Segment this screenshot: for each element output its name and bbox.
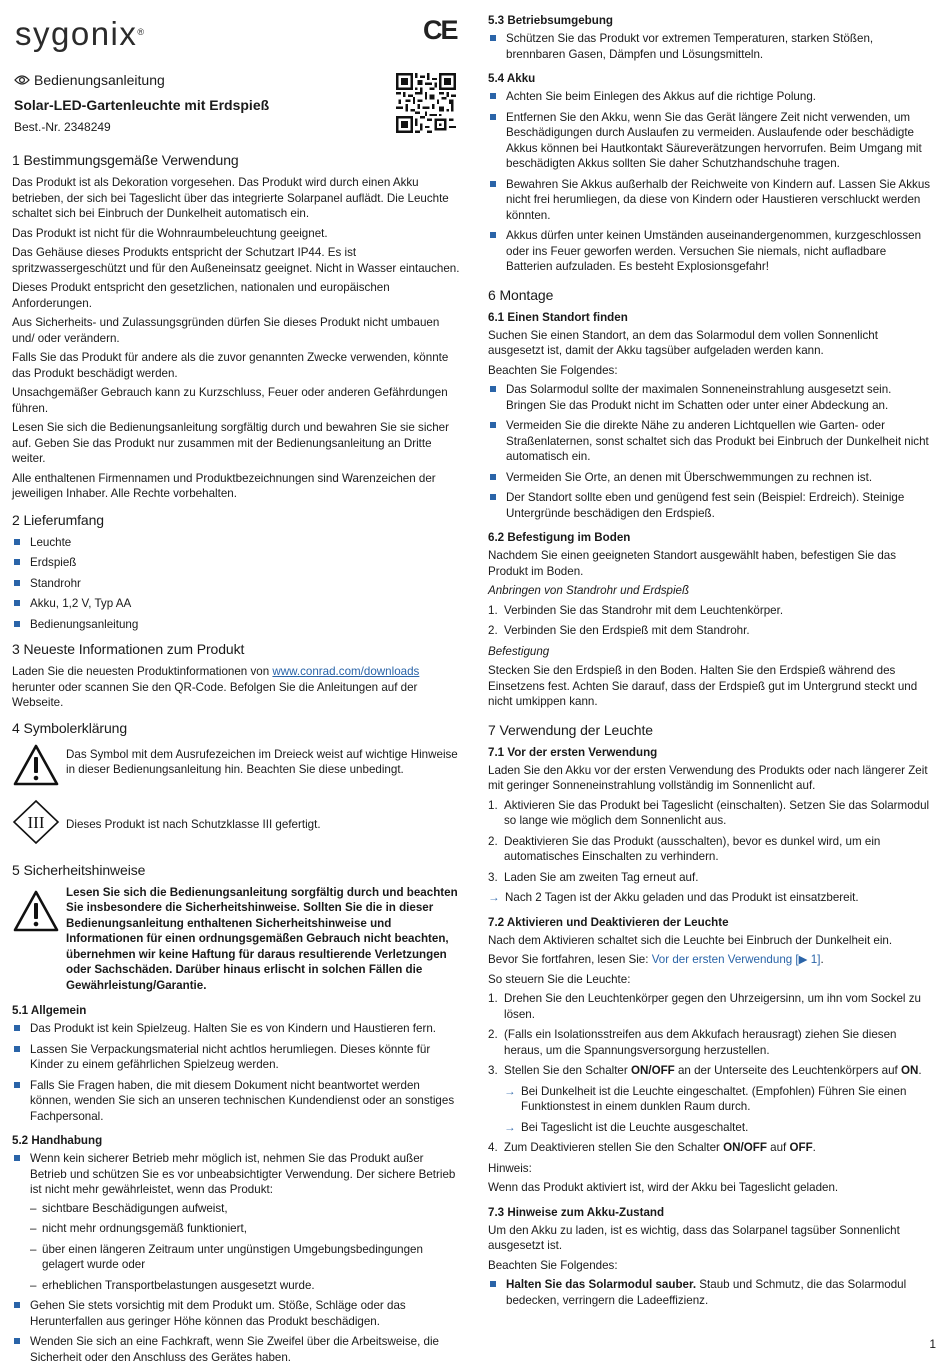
section-1 — [12, 152, 460, 502]
protection-class-label: III — [27, 813, 45, 832]
note-text: Wenn das Produkt aktiviert ist, wird der Akku bei Tageslicht geladen. — [488, 1181, 839, 1194]
s73-paragraph: Um den Akku zu laden, ist es wichtig, dass das Solarpanel tagsüber Sonnenlicht ausgesetzt ist. — [488, 1223, 900, 1252]
list-item: Wenn kein sicherer Betrieb mehr möglich ist, nehmen Sie das Produkt außer Betrieb und schützen Sie es vor unbeabsichtigter Verwendung. Der sichere Betrieb ist nicht mehr gewährleistet, wenn das Produkt: – sichtbare Beschädigungen aufweist, – nicht mehr ordnungsgemäß funktioniert, – über einen längeren Zeitraum unter ungünstigen Umgebungsbedingungen gelagert wurde oder – erheblichen Transportbelastungen ausgesetzt wurde. — [12, 1151, 460, 1293]
s71-steps — [488, 798, 933, 886]
list-item: Das Produkt ist kein Spielzeug. Halten Sie es von Kindern und Haustieren fern. — [12, 1021, 460, 1037]
list-item: Standrohr — [12, 576, 460, 592]
s1-paragraph: Das Produkt ist als Dekoration vorgesehen. Das Produkt wird durch einen Akku betrieben, der sich bei Tageslicht über das integrierte Solarpanel auflädt. Die Leuchte schaltet sich bei Einbruch der Dunkelheit automatisch ein. — [12, 176, 449, 220]
step-item: 1. Verbinden Sie das Standrohr mit dem Leuchtenkörper. — [488, 603, 784, 617]
list-item: Das Solarmodul sollte der maximalen Sonneneinstrahlung ausgesetzt sein. Bringen Sie das Produkt nicht im Schatten oder unter einer Abdeckung an. — [488, 382, 933, 413]
s1-paragraph: Das Produkt ist nicht für die Wohnraumbeleuchtung geeignet. — [12, 226, 328, 240]
section-3 — [12, 641, 460, 711]
qr-code — [396, 73, 456, 133]
dash-item: – sichtbare Beschädigungen aufweist, — [30, 1201, 460, 1217]
list-item: Halten Sie das Solarmodul sauber. Staub und Schmutz, die das Solarmodul bedecken, verringern die Ladeeffizienz. — [488, 1277, 933, 1308]
page-number: 1 — [929, 1336, 936, 1351]
s1-paragraph: Aus Sicherheits- und Zulassungsgründen dürfen Sie dieses Produkt nicht umbauen und/ oder verändern. — [12, 316, 440, 345]
note-label: Hinweis: — [488, 1161, 532, 1175]
step-result: → Bei Tageslicht ist die Leuchte ausgeschaltet. — [504, 1120, 933, 1136]
s72-paragraph: Bevor Sie fortfahren, lesen Sie: Vor der ersten Verwendung [▶ 1]. — [488, 953, 824, 966]
s62-paragraph: Nachdem Sie einen geeigneten Standort ausgewählt haben, befestigen Sie das Produkt im Boden. — [488, 549, 897, 578]
s62-subheading: Anbringen von Standrohr und Erdspieß — [488, 584, 690, 597]
ce-mark: CE — [423, 15, 457, 45]
s1-paragraph: Unsachgemäßer Gebrauch kann zu Kurzschluss, Feuer oder anderen Gefährdungen führen. — [12, 386, 448, 415]
doc-type-row — [14, 71, 165, 89]
section-6 — [488, 287, 933, 710]
step-item: 3. Laden Sie am zweiten Tag erneut auf. — [488, 870, 699, 884]
dash-item: – erheblichen Transportbelastungen ausgesetzt wurde. — [30, 1278, 460, 1294]
s1-paragraph: Dieses Produkt entspricht den gesetzlichen, nationalen und europäischen Anforderungen. — [12, 281, 390, 310]
list-item: Erdspieß — [12, 555, 460, 571]
step-item: 3. Stellen Sie den Schalter ON/OFF an der Unterseite des Leuchtenkörpers auf ON. → Bei Dunkelheit ist die Leuchte eingeschaltet. (Empfohlen) Führen Sie einen Funktionstest in einem dunklen Raum durch. → Bei Tageslicht ist die Leuchte ausgeschaltet. — [488, 1063, 933, 1135]
section-4-title: 4 Symbolerklärung — [12, 719, 128, 736]
s51-list — [12, 1021, 460, 1124]
symbol-class-row — [12, 799, 460, 850]
list-item: Wenden Sie sich an eine Fachkraft, wenn Sie Zweifel über die Arbeitsweise, die Sicherheit oder den Anschluss des Gerätes haben. — [12, 1334, 460, 1365]
step-item: 2. Verbinden Sie den Erdspieß mit dem Standrohr. — [488, 624, 750, 637]
cross-reference-link[interactable]: Vor der ersten Verwendung [▶ 1] — [651, 953, 821, 966]
s53-list — [488, 31, 933, 62]
s54-list — [488, 89, 933, 275]
s71-result: → Nach 2 Tagen ist der Akku geladen und das Produkt ist einsatzbereit. — [488, 890, 933, 906]
warning-triangle-icon — [12, 889, 60, 933]
s62-paragraph: Stecken Sie den Erdspieß in den Boden. Halten Sie den Erdspieß während des Einsetzens fest. Achten Sie darauf, dass der Erdspieß gut im Untergrund steckt und nicht umkippen kann. — [488, 664, 918, 708]
section-4 — [12, 720, 460, 850]
list-item: Schützen Sie das Produkt vor extremen Temperaturen, starken Stößen, brennbaren Gasen, Dämpfen und Lösungsmitteln. — [488, 31, 933, 62]
section-6-title: 6 Montage — [488, 286, 554, 303]
s53-title: 5.3 Betriebsumgebung — [488, 14, 613, 27]
order-number: Best.-Nr. 2348249 — [14, 120, 111, 134]
section-7 — [488, 722, 933, 1309]
symbol-warning-row — [12, 743, 460, 792]
list-item: Leuchte — [12, 535, 460, 551]
doc-type: Bedienungsanleitung — [34, 72, 165, 88]
s72-title: 7.2 Aktivieren und Deaktivieren der Leuchte — [488, 915, 729, 929]
eye-icon — [14, 74, 30, 86]
list-item: Falls Sie Fragen haben, die mit diesem Dokument nicht beantwortet werden können, wenden Sie sich an unseren technischen Kundendienst oder an sonstiges Fachpersonal. — [12, 1078, 460, 1125]
step-result: → Bei Dunkelheit ist die Leuchte eingeschaltet. (Empfohlen) Führen Sie einen Funktionstest in einem dunklen Raum durch. — [504, 1084, 933, 1115]
delivery-list — [12, 535, 460, 633]
section-3-title: 3 Neueste Informationen zum Produkt — [12, 641, 245, 657]
step-item: 2. (Falls ein Isolationsstreifen aus dem Akkufach herausragt) ziehen Sie diesen heraus, um die Spannungsversorgung herzustellen. — [488, 1028, 897, 1057]
step-item: 4. Zum Deaktivieren stellen Sie den Schalter ON/OFF auf OFF. — [488, 1141, 816, 1154]
s73-paragraph: Beachten Sie Folgendes: — [488, 1258, 618, 1272]
s1-paragraph: Falls Sie das Produkt für andere als die zuvor genannten Zwecke verwenden, könnte das Produkt beschädigt werden. — [12, 351, 449, 380]
s52-dash-list — [30, 1201, 460, 1294]
s61-title: 6.1 Einen Standort finden — [488, 310, 628, 324]
s61-paragraph: Beachten Sie Folgendes: — [488, 363, 618, 377]
s71-paragraph: Laden Sie den Akku vor der ersten Verwendung des Produkts oder nach längerer Zeit mit geringer Sonneneinstrahlung vollständig im Sonnenlicht auf. — [488, 763, 928, 792]
s72-paragraph: Nach dem Aktivieren schaltet sich die Leuchte bei Einbruch der Dunkelheit ein. — [488, 933, 893, 947]
s52-title: 5.2 Handhabung — [12, 1134, 103, 1147]
list-item: Lassen Sie Verpackungsmaterial nicht achtlos herumliegen. Dieses könnte für Kinder zu einem gefährlichen Spielzeug werden. — [12, 1042, 460, 1073]
dash-item: – über einen längeren Zeitraum unter ungünstigen Umgebungsbedingungen gelagert wurde oder — [30, 1242, 460, 1273]
section-5-title: 5 Sicherheitshinweise — [12, 861, 146, 878]
list-item: Akku, 1,2 V, Typ AA — [12, 596, 460, 612]
s72-paragraph: So steuern Sie die Leuchte: — [488, 972, 631, 986]
symbol-warning-text: Das Symbol mit dem Ausrufezeichen im Dreieck weist auf wichtige Hinweise in dieser Bedienungsanleitung hin. Beachten Sie diese unbedingt. — [66, 747, 458, 776]
list-item: Bedienungsanleitung — [12, 617, 460, 633]
safety-warning-block — [12, 885, 460, 994]
step-item: 1. Drehen Sie den Leuchtenkörper gegen den Uhrzeigersinn, um ihn vom Sockel zu lösen. — [488, 992, 921, 1021]
s62-title: 6.2 Befestigung im Boden — [488, 531, 631, 544]
list-item: Vermeiden Sie Orte, an denen mit Überschwemmungen zu rechnen ist. — [488, 470, 933, 486]
s62-subheading: Befestigung — [488, 644, 550, 658]
list-item: Entfernen Sie den Akku, wenn Sie das Gerät längere Zeit nicht verwenden, um Beschädigungen durch Auslaufen zu vermeiden. Auslaufende oder beschädigte Akkus können bei Hautkontakt Säureverätzungen hervorrufen. Beim Umgang mit beschädigten Akkus sollten Sie daher Schutzhandschuhe tragen. — [488, 110, 933, 172]
s1-paragraph: Das Gehäuse dieses Produkts entspricht der Schutzart IP44. Es ist spritzwassergeschützt und für den Außeneinsatz geeignet. Nicht in Wasser eintauchen. — [12, 246, 460, 275]
s73-title: 7.3 Hinweise zum Akku-Zustand — [488, 1205, 665, 1219]
list-item: Achten Sie beim Einlegen des Akkus auf die richtige Polung. — [488, 89, 933, 105]
step-item: 2. Deaktivieren Sie das Produkt (ausschalten), bevor es dunkel wird, um ein automatisches Einschalten zu verhindern. — [488, 834, 881, 863]
safety-warning-text: Lesen Sie sich die Bedienungsanleitung sorgfältig durch und beachten Sie insbesondere die Sicherheitshinweise. Sollten Sie die in dieser Bedienungsanleitung enthaltenen Sicherheitshinweise und Informationen für einen ordnungsgemäßen Gebrauch nicht beachten, übernehmen wir keine Haftung für daraus resultierende Verletzungen oder Sachschäden. Darüber hinaus erlischt in solchen Fällen die Gewährleistung/Garantie. — [66, 885, 458, 992]
warning-triangle-icon — [12, 743, 60, 787]
s54-title: 5.4 Akku — [488, 72, 536, 85]
list-item: Gehen Sie stets vorsichtig mit dem Produkt um. Stöße, Schläge oder das Herunterfallen aus geringer Höhe können das Produkt beschädigen. — [12, 1298, 460, 1329]
s71-title: 7.1 Vor der ersten Verwendung — [488, 745, 658, 759]
list-item: Bewahren Sie Akkus außerhalb der Reichweite von Kindern auf. Lassen Sie Akkus nicht frei herumliegen, da diese von Kindern oder Haustieren verschluckt werden könnten. — [488, 177, 933, 224]
step-item: 1. Aktivieren Sie das Produkt bei Tageslicht (einschalten). Setzen Sie das Solarmodul so lange wie möglich dem Sonnenlicht aus. — [488, 798, 930, 827]
s3-paragraph: Laden Sie die neuesten Produktinformationen von www.conrad.com/downloads herunter oder scannen Sie den QR-Code. Befolgen Sie die Anleitungen auf der Webseite. — [12, 665, 420, 709]
protection-class-iii-icon — [12, 799, 60, 845]
list-item: Der Standort sollte eben und genügend fest sein (Beispiel: Erdreich). Steinige Untergründe beschädigen den Erdspieß. — [488, 490, 933, 521]
s73-list — [488, 1277, 933, 1308]
list-item: Vermeiden Sie die direkte Nähe zu anderen Lichtquellen wie Garten- oder Straßenlaternen, sonst schaltet sich das Produkt bei Einbruch der Dunkelheit nicht automatisch ein. — [488, 418, 933, 465]
symbol-class-text: Dieses Produkt ist nach Schutzklasse III gefertigt. — [66, 817, 321, 831]
section-2-title: 2 Lieferumfang — [12, 511, 104, 528]
s61-paragraph: Suchen Sie einen Standort, an dem das Solarmodul dem vollen Sonnenlicht ausgesetzt ist, damit der Akku tagsüber aufgeladen werden kann. — [488, 328, 878, 357]
list-item: Akkus dürfen unter keinen Umständen auseinandergenommen, kurzgeschlossen oder ins Feuer geworfen werden. Versuchen Sie niemals, nicht aufladbare Batterien aufzuladen. Es besteht Explosionsgefahr! — [488, 228, 933, 275]
s61-list — [488, 382, 933, 521]
product-title: Solar-LED-Gartenleuchte mit Erdspieß — [14, 97, 270, 113]
section-2 — [12, 512, 460, 633]
downloads-link[interactable]: www.conrad.com/downloads — [272, 665, 420, 678]
s1-paragraph: Alle enthaltenen Firmennamen und Produktbezeichnungen sind Warenzeichen der jeweiligen Inhaber. Alle Rechte vorbehalten. — [12, 471, 436, 500]
s72-steps — [488, 991, 933, 1156]
s62-steps — [488, 603, 933, 639]
section-7-title: 7 Verwendung der Leuchte — [488, 721, 653, 738]
s1-paragraph: Lesen Sie sich die Bedienungsanleitung sorgfältig durch und bewahren Sie sie sicher auf. Geben Sie das Produkt nur zusammen mit der Bedienungsanleitung an Dritte weiter. — [12, 421, 449, 465]
section-5 — [12, 862, 460, 1366]
section-1-title: 1 Bestimmungsgemäße Verwendung — [12, 152, 239, 168]
s51-title: 5.1 Allgemein — [12, 1004, 87, 1017]
dash-item: – nicht mehr ordnungsgemäß funktioniert, — [30, 1221, 460, 1237]
s52-list — [12, 1151, 460, 1365]
brand-logo: sygonix® — [15, 15, 146, 52]
